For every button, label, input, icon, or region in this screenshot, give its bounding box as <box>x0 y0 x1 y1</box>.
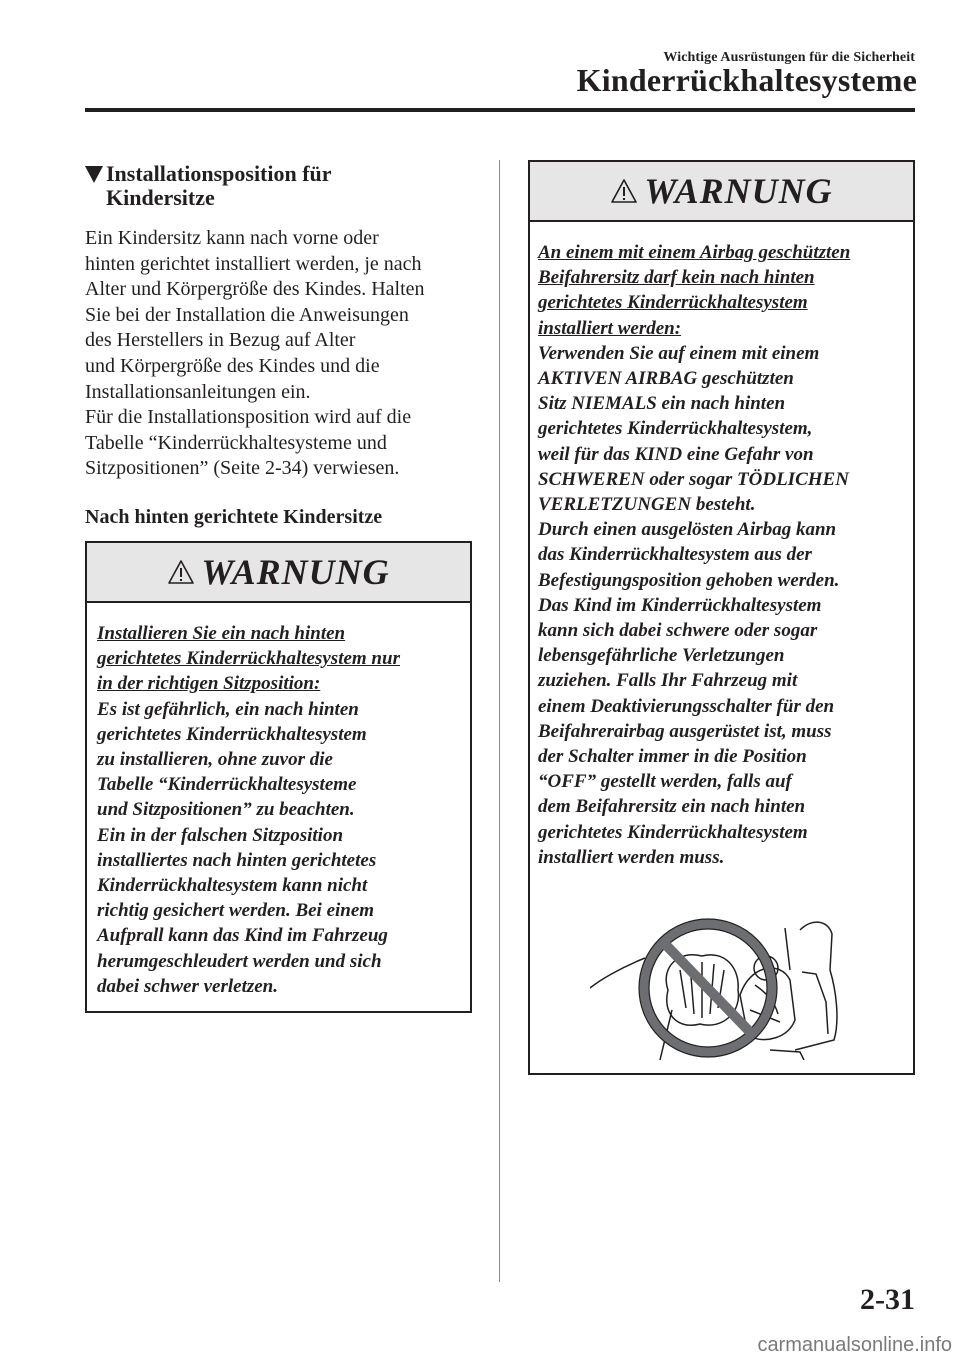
text-line: weil für das KIND eine Gefahr von <box>538 443 814 465</box>
text-line: Ein Kindersitz kann nach vorne oder <box>85 227 379 249</box>
text-line: Sitz NIEMALS ein nach hinten <box>538 393 786 415</box>
text-line: in der richtigen Sitzposition: <box>97 673 321 695</box>
text-line: installiertes nach hinten gerichtetes <box>97 849 377 871</box>
text-line: Verwenden Sie auf einem mit einem <box>538 342 820 364</box>
warning-header <box>87 543 470 603</box>
warning-label: WARNUNG <box>644 171 833 211</box>
text-line: Es ist gefährlich, ein nach hinten <box>97 698 359 720</box>
section-triangle-icon <box>85 166 103 183</box>
text-line: des Herstellers in Bezug auf Alter <box>85 329 356 352</box>
text-line: zu installieren, ohne zuvor die <box>97 749 333 771</box>
airbag-child-seat-prohibited-illustration <box>590 910 860 1060</box>
warning-box-rear-facing <box>85 541 472 1013</box>
text-line: Tabelle “Kinderrückhaltesysteme <box>97 774 357 796</box>
text-line: dabei schwer verletzen. <box>97 975 279 997</box>
warning-body <box>530 222 913 870</box>
text-line: hinten gerichtet installiert werden, je nach <box>85 252 422 275</box>
subheading: Nach hinten gerichtete Kindersitze <box>85 505 383 528</box>
text-line: Sie bei der Installation die Anweisungen <box>85 303 409 326</box>
text-line: AKTIVEN AIRBAG geschützten <box>538 368 794 390</box>
warning-body <box>87 603 470 1011</box>
left-column <box>85 162 475 530</box>
text-line: Beifahrerairbag ausgerüstet ist, muss <box>538 720 832 742</box>
page-title: Kinderrückhaltesysteme <box>576 62 917 98</box>
text-line: gerichtetes Kinderrückhaltesystem, <box>538 418 813 440</box>
text-line: Installationsanleitungen ein. <box>85 380 311 403</box>
text-line: Das Kind im Kinderrückhaltesystem <box>538 594 822 616</box>
text-line: richtig gesichert werden. Bei einem <box>97 900 375 922</box>
warning-triangle-icon <box>167 559 195 585</box>
text-line: Alter und Körpergröße des Kindes. Halten <box>85 278 425 301</box>
text-line: Sitzpositionen” (Seite 2-34) verwiesen. <box>85 457 400 480</box>
text-line: installiert werden: <box>538 317 682 339</box>
text-line: Beifahrersitz darf kein nach hinten <box>538 267 815 289</box>
watermark-text: carmanualsonline.info <box>757 1334 952 1356</box>
text-line: Installieren Sie ein nach hinten <box>97 623 346 644</box>
text-line: lebensgefährliche Verletzungen <box>538 645 785 667</box>
text-line: dem Beifahrersitz ein nach hinten <box>538 796 806 818</box>
text-line: und Sitzpositionen” zu beachten. <box>97 799 355 821</box>
section-heading-line: Kindersitze <box>106 185 215 210</box>
text-line: kann sich dabei schwere oder sogar <box>538 620 818 642</box>
text-line: gerichtetes Kinderrückhaltesystem <box>97 723 367 745</box>
header-section-label: Wichtige Ausrüstungen für die Sicherheit <box>663 50 915 65</box>
warning-header <box>530 162 913 222</box>
text-line: Durch einen ausgelösten Airbag kann <box>538 519 837 541</box>
text-line: “OFF” gestellt werden, falls auf <box>538 771 792 793</box>
text-line: An einem mit einem Airbag geschützten <box>538 242 851 263</box>
text-line: Ein in der falschen Sitzposition <box>97 824 344 846</box>
text-line: herumgeschleudert werden und sich <box>97 950 382 972</box>
text-line: Für die Installationsposition wird auf die <box>85 406 412 429</box>
intro-paragraph <box>85 226 475 482</box>
text-line: VERLETZUNGEN besteht. <box>538 494 756 516</box>
warning-lead <box>538 240 907 341</box>
text-line: Kinderrückhaltesystem kann nicht <box>97 875 368 897</box>
text-line: SCHWEREN oder sogar TÖDLICHEN <box>538 468 849 490</box>
text-line: installiert werden muss. <box>538 846 725 868</box>
warning-lead <box>97 621 462 697</box>
header-rule <box>85 108 915 112</box>
section-heading-line: Installationsposition für <box>106 161 332 186</box>
text-line: der Schalter immer in die Position <box>538 746 807 768</box>
text-line: Tabelle “Kinderrückhaltesysteme und <box>85 431 387 454</box>
text-line: einem Deaktivierungsschalter für den <box>538 695 835 717</box>
text-line: gerichtetes Kinderrückhaltesystem <box>538 821 808 843</box>
column-divider <box>499 160 500 1282</box>
text-line: und Körpergröße des Kindes und die <box>85 354 380 377</box>
text-line: Befestigungsposition gehoben werden. <box>538 569 840 591</box>
page-number: 2-31 <box>860 1283 915 1316</box>
warning-label: WARNUNG <box>201 552 390 592</box>
text-line: das Kinderrückhaltesystem aus der <box>538 544 812 566</box>
text-line: Aufprall kann das Kind im Fahrzeug <box>97 925 388 947</box>
text-line: zuziehen. Falls Ihr Fahrzeug mit <box>538 670 798 692</box>
section-heading <box>85 162 475 210</box>
text-line: gerichtetes Kinderrückhaltesystem nur <box>97 648 400 670</box>
warning-triangle-icon <box>610 178 638 204</box>
text-line: gerichtetes Kinderrückhaltesystem <box>538 292 808 314</box>
section-heading-text <box>106 162 332 210</box>
